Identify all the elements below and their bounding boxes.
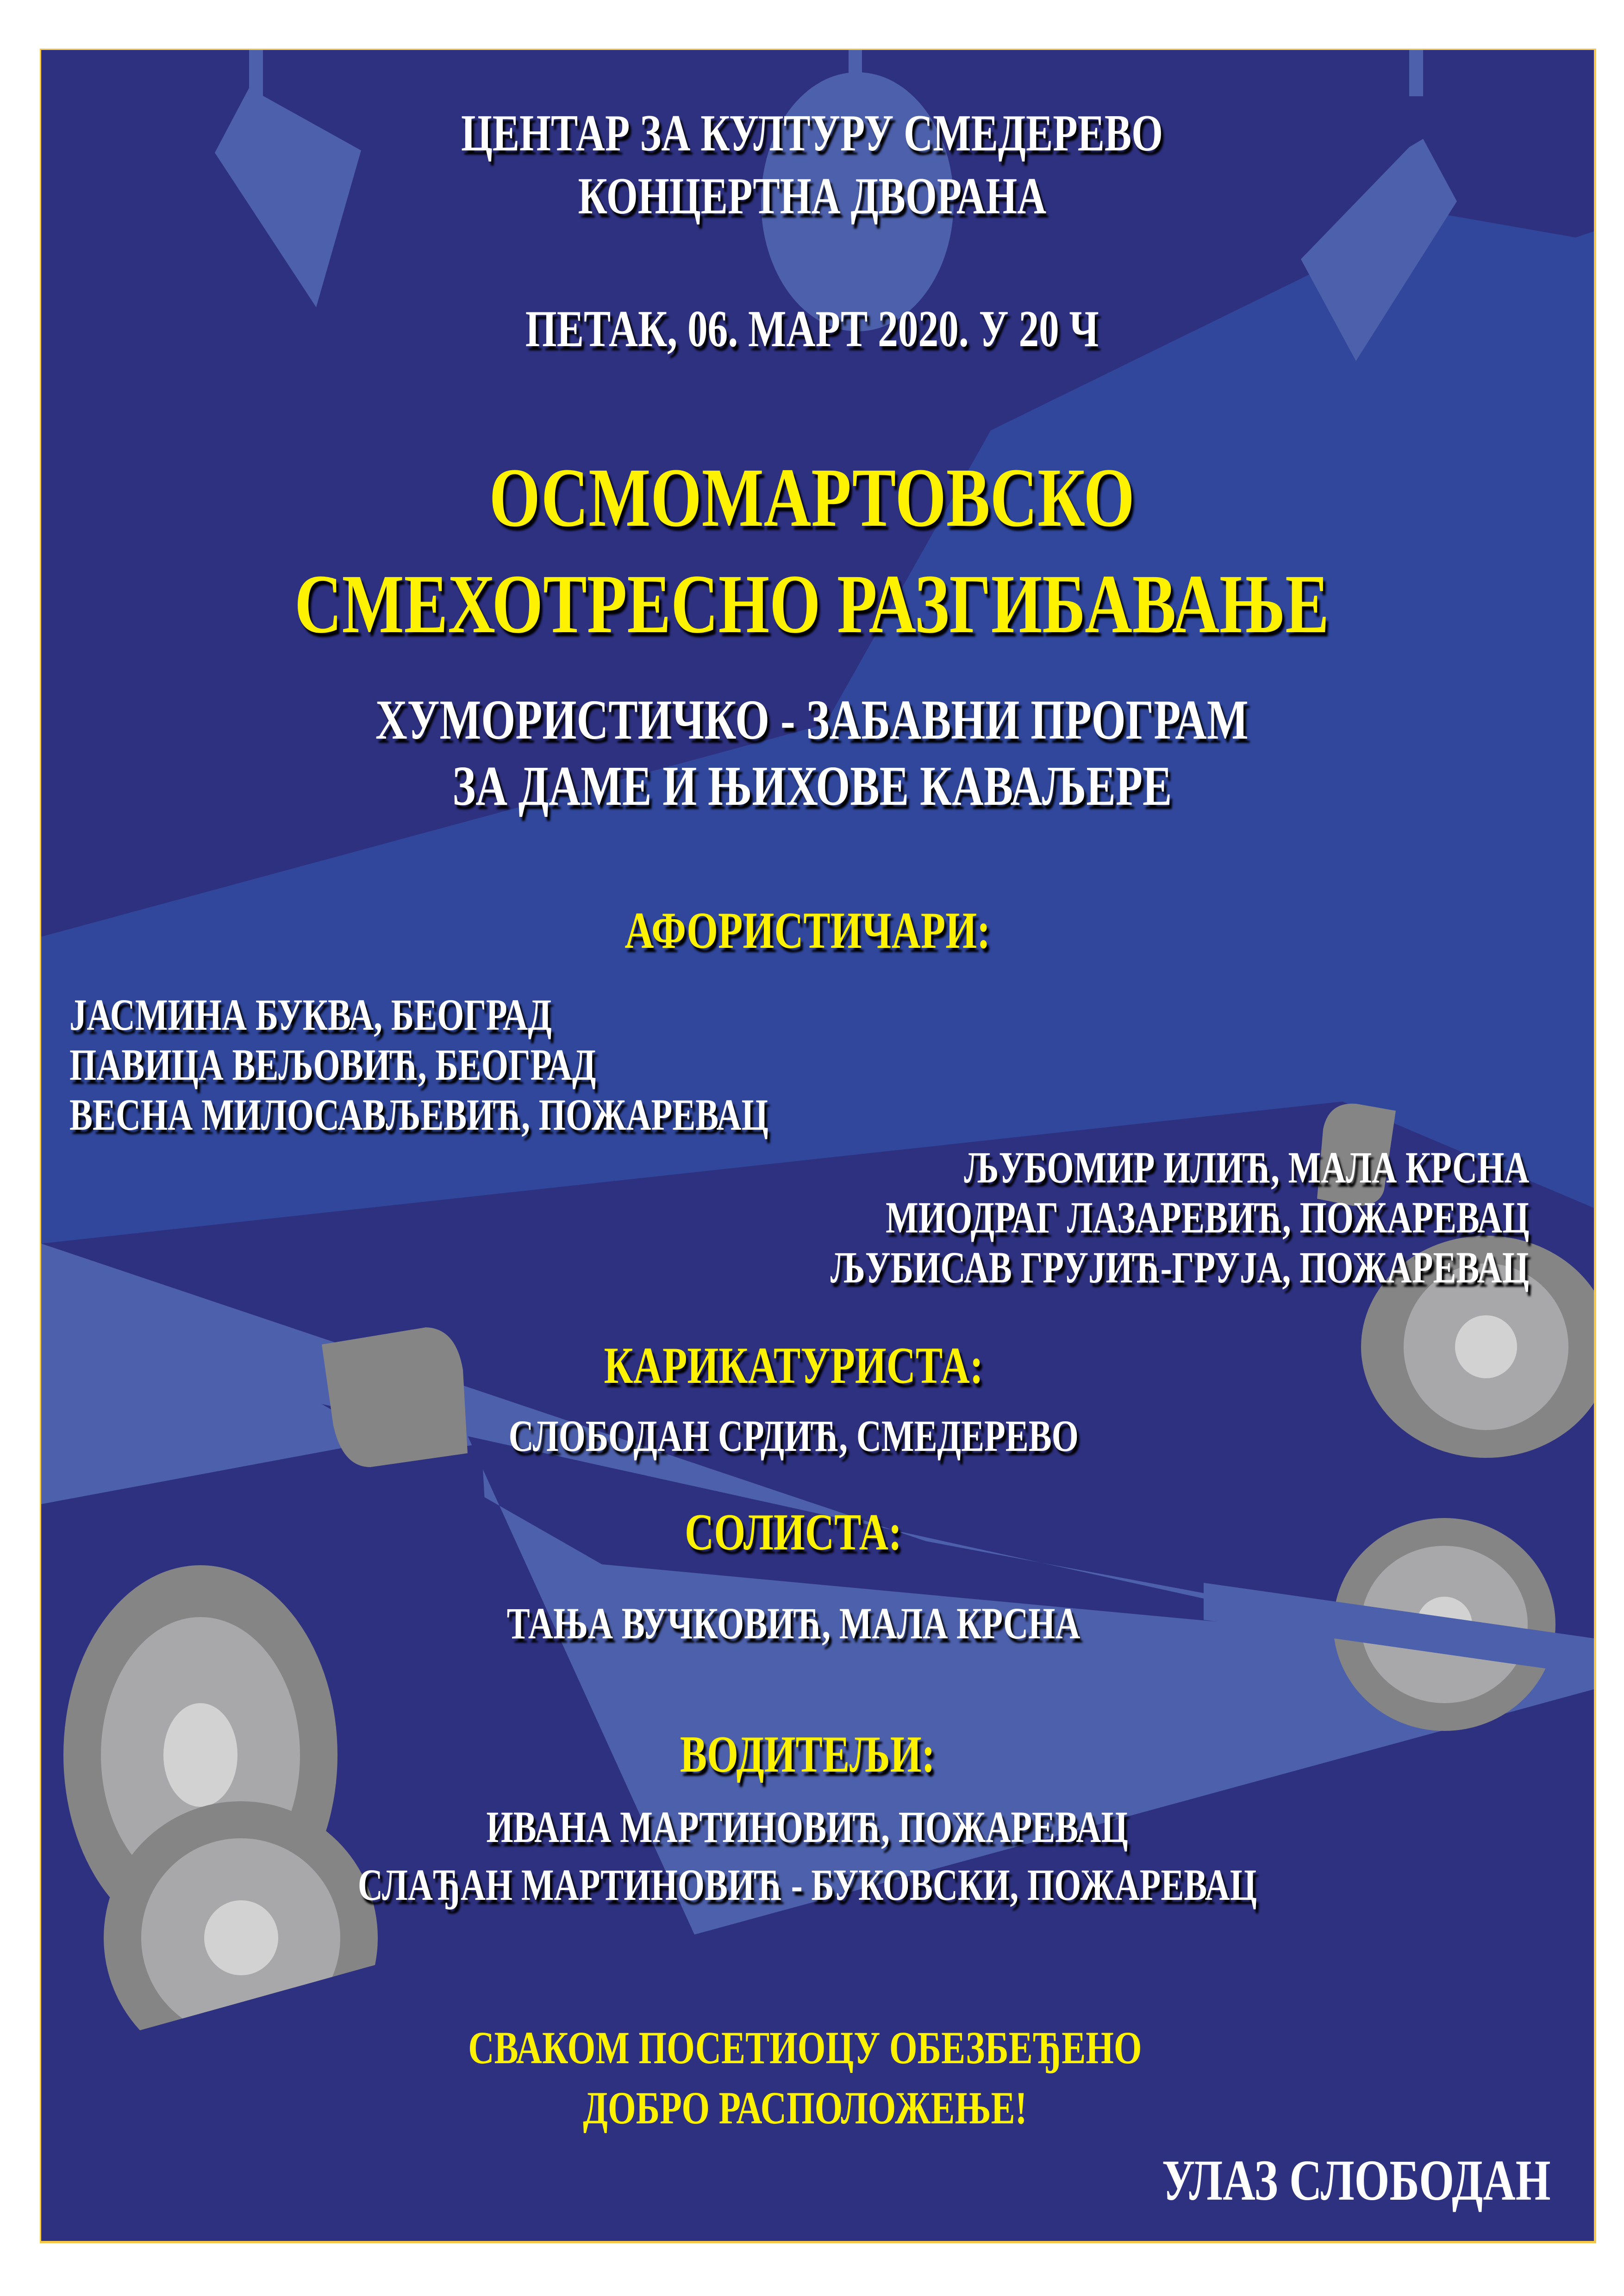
- aphorist-name: МИОДРАГ ЛАЗАРЕВИЋ, ПОЖАРЕВАЦ: [885, 1193, 1529, 1242]
- venue-line-2: КОНЦЕРТНА ДВОРАНА: [578, 168, 1046, 225]
- caricaturist-name: СЛОБОДАН СРДИЋ, СМЕДЕРЕВО: [508, 1411, 1079, 1461]
- soloist-heading: СОЛИСТА:: [685, 1504, 902, 1561]
- aphorist-name: ВЕСНА МИЛОСАВЉЕВИЋ, ПОЖАРЕВАЦ: [69, 1090, 768, 1139]
- subtitle-line-1: ХУМОРИСТИЧКО - ЗАБАВНИ ПРОГРАМ: [375, 689, 1249, 751]
- admission-note: УЛАЗ СЛОБОДАН: [1162, 2149, 1551, 2213]
- aphorist-name: ЉУБИСАВ ГРУЈИЋ-ГРУЈА, ПОЖАРЕВАЦ: [830, 1243, 1529, 1292]
- event-title-line-1: ОСМОМАРТОВСКО: [489, 451, 1135, 544]
- venue-line-1: ЦЕНТАР ЗА КУЛТУРУ СМЕДЕРЕВО: [461, 105, 1163, 162]
- aphorists-right-list: [603, 1145, 1529, 1295]
- event-title-line-2: СМЕХОТРЕСНО РАЗГИБАВАЊЕ: [294, 558, 1330, 651]
- host-name: ИВАНА МАРТИНОВИЋ, ПОЖАРЕВАЦ: [486, 1802, 1129, 1852]
- event-date-time: ПЕТАК, 06. МАРТ 2020. У 20 Ч: [525, 300, 1099, 358]
- aphorists-left-list: [69, 990, 966, 1143]
- aphorist-name: ЈАСМИНА БУКВА, БЕОГРАД: [69, 990, 552, 1039]
- host-name: СЛАЂАН МАРТИНОВИЋ - БУКОВСКИ, ПОЖАРЕВАЦ: [357, 1860, 1257, 1910]
- promo-line-2: ДОБРО РАСПОЛОЖЕЊЕ!: [583, 2082, 1027, 2134]
- subtitle-line-2: ЗА ДАМЕ И ЊИХОВЕ КАВАЉЕРЕ: [452, 755, 1172, 817]
- soloist-name: ТАЊА ВУЧКОВИЋ, МАЛА КРСНА: [506, 1599, 1081, 1648]
- caricaturist-heading: КАРИКАТУРИСТА:: [604, 1337, 983, 1394]
- aphorist-name: ПАВИЦА ВЕЉОВИЋ, БЕОГРАД: [69, 1040, 596, 1089]
- promo-line-1: СВАКОМ ПОСЕТИОЦУ ОБЕЗБЕЂЕНО: [468, 2022, 1142, 2073]
- hosts-heading: ВОДИТЕЉИ:: [680, 1726, 935, 1783]
- aphorist-name: ЉУБОМИР ИЛИЋ, МАЛА КРСНА: [964, 1143, 1529, 1192]
- aphorists-heading: АФОРИСТИЧАРИ:: [625, 902, 990, 959]
